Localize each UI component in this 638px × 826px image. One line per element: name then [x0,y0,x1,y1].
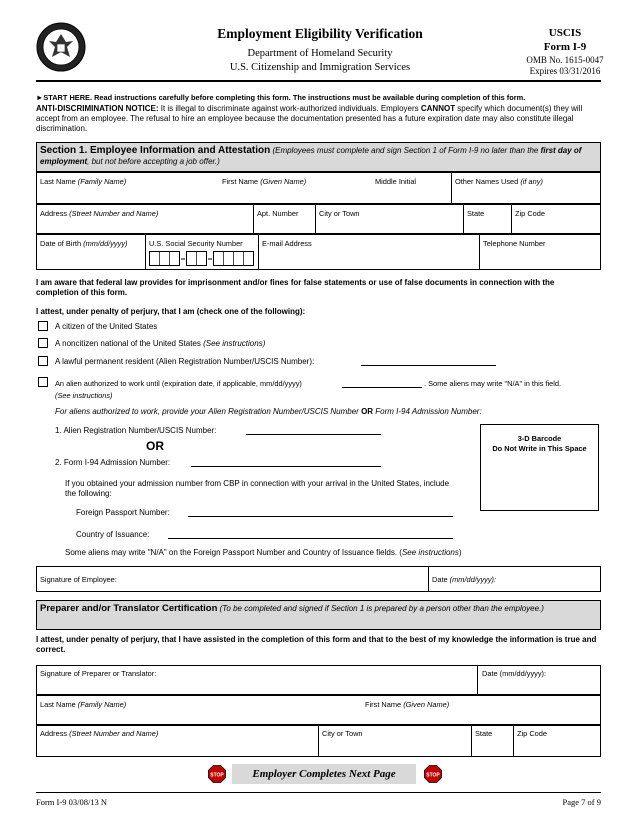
section1-note-1: (Employees must complete and sign Section 1 of Form I-9 no later than the [270,146,541,155]
preparer-first-name-field[interactable]: First Name (Given Name) [365,700,450,709]
dob-label: Date of Birth (mm/dd/yyyy) [40,239,128,248]
last-name-label: Last Name (Family Name) [40,177,127,186]
alien-registration-field[interactable] [246,434,381,435]
form-number: Form I-9 [543,41,587,53]
i94-number-label: 2. Form I-94 Admission Number: [55,458,171,467]
header-divider [36,80,601,82]
i94-number-field[interactable] [191,466,381,467]
anti-discrimination-text-1: It is illegal to discriminate against work-authorized individuals. Employers [158,104,421,113]
alien-provide-number-text: For aliens authorized to work, provide your Alien Registration Number/USCIS Number OR Form I-94 Admission Number: [55,407,482,416]
preparer-city-field[interactable]: City or Town [322,729,363,738]
dob-row-divider-1 [145,234,146,270]
preparer-signature-field[interactable]: Signature of Preparer or Translator: [40,669,157,678]
page-number: Page 7 of 9 [562,797,601,807]
ssn-label: U.S. Social Security Number [149,239,243,248]
dob-row-divider-3 [479,234,480,270]
employee-signature-divider [428,566,429,592]
section1-note-2: , but not before accepting a job offer.) [87,157,220,166]
section1-note-bold: first day of employment [40,146,582,166]
stop-sign-icon [424,765,442,783]
citizen-label: A citizen of the United States [55,322,158,331]
agency-name: U.S. Citizenship and Immigration Services [229,62,411,73]
preparer-date-field[interactable]: Date (mm/dd/yyyy): [482,669,547,678]
preparer-attestation: I attest, under penalty of perjury, that I have assisted in the completion of this form and that to the best of my knowledge the information is true and correct. [36,635,597,654]
omb-number: OMB No. 1615-0047 [526,55,604,65]
permanent-resident-checkbox[interactable] [38,356,48,366]
preparer-signature-divider [477,665,478,695]
section1-heading [40,145,598,167]
department-name: Department of Homeland Security [247,48,393,59]
form-id: Form I-9 03/08/13 N [36,797,108,807]
section1-title: Section 1. Employee Information and Attestation [40,145,271,156]
passport-label: Foreign Passport Number: [76,508,170,517]
employee-date-field[interactable]: Date (mm/dd/yyyy): [432,575,497,584]
permanent-resident-number-field[interactable] [361,365,496,366]
ssn-boxes[interactable] [149,251,257,267]
dhs-seal-icon [36,22,86,72]
middle-initial-label: Middle Initial [375,177,417,186]
passport-number-field[interactable] [188,516,453,517]
anti-discrimination-notice [36,104,601,134]
country-label: Country of Issuance: [76,530,150,539]
preparer-address-divider-3 [513,725,514,757]
svg-text:STOP: STOP [426,772,440,779]
address-label: Address (Street Number and Name) [40,209,159,218]
address-row-divider-1 [253,204,254,234]
alien-authorized-checkbox[interactable] [38,377,48,387]
alien-expiration-field[interactable] [342,387,422,388]
country-of-issuance-field[interactable] [168,538,453,539]
footer-divider [36,792,601,793]
noncitizen-national-checkbox[interactable] [38,338,48,348]
barcode-note: Do Not Write in This Space [492,444,587,453]
form-title: Employment Eligibility Verification [217,26,423,41]
employer-next-page-banner: Employer Completes Next Page [232,764,416,784]
preparer-state-field[interactable]: State [475,729,493,738]
address-row-divider-3 [463,204,464,234]
city-label: City or Town [319,209,360,218]
permanent-resident-label: A lawful permanent resident (Alien Registration Number/USCIS Number): [55,357,315,366]
first-name-label: First Name (Given Name) [222,177,307,186]
preparer-zip-field[interactable]: Zip Code [517,729,547,738]
zip-label: Zip Code [515,209,545,218]
citizen-checkbox[interactable] [38,321,48,331]
preparer-address-divider-2 [471,725,472,757]
see-instructions-note: (See instructions) [55,391,113,400]
barcode-label: 3-D Barcode [517,434,562,443]
alien-authorized-label: An alien authorized to work until (expiration date, if applicable, mm/dd/yyyy) [55,379,302,388]
preparer-heading [40,603,598,614]
anti-discrimination-text-2: specify which document(s) they will accept from an employee. The refusal to hire an employee because the documentation presented has a future expiration date may also constitute illegal discrimination. [36,104,583,133]
stop-sign-icon [208,765,226,783]
dob-row-divider-2 [258,234,259,270]
noncitizen-national-label: A noncitizen national of the United States (See instructions) [55,339,266,348]
apt-number-label: Apt. Number [257,209,299,218]
email-label: E-mail Address [262,239,312,248]
preparer-address-field[interactable]: Address (Street Number and Name) [40,729,159,738]
expiration-date: Expires 03/31/2016 [529,66,601,76]
start-here-notice: ►START HERE. Read instructions carefully before completing this form. The instructions must be available during completion of this form. [36,93,526,102]
alien-registration-label: 1. Alien Registration Number/USCIS Number: [55,426,217,435]
preparer-note: (To be completed and signed if Section 1 is prepared by a person other than the employee.) [217,604,544,613]
preparer-address-divider-1 [318,725,319,757]
preparer-title: Preparer and/or Translator Certification [40,603,218,614]
anti-discrimination-label: ANTI-DISCRIMINATION NOTICE: [36,104,159,113]
state-label: State [467,209,485,218]
attestation-statement: I attest, under penalty of perjury, that I am (check one of the following): [36,307,306,316]
svg-text:STOP: STOP [210,772,224,779]
cbp-instructions: If you obtained your admission number from CBP in connection with your arrival in the United States, include the following: [65,479,450,498]
alien-na-note: . Some aliens may write "N/A" in this field. [424,379,562,388]
phone-label: Telephone Number [483,239,546,248]
employee-signature-field[interactable]: Signature of Employee: [40,575,117,584]
preparer-last-name-field[interactable]: Last Name (Family Name) [40,700,127,709]
address-row-divider-4 [511,204,512,234]
other-names-label: Other Names Used (if any) [455,177,543,186]
employee-signature-row [36,566,601,592]
address-row-divider-2 [315,204,316,234]
awareness-statement: I am aware that federal law provides for imprisonment and/or fines for false statements or use of false documents in connection with the completion of this form. [36,278,555,297]
anti-discrimination-cannot: CANNOT [420,104,456,113]
uscis-label: USCIS [548,27,582,39]
or-divider: OR [146,439,164,453]
na-passport-note: Some aliens may write "N/A" on the Foreign Passport Number and Country of Issuance fields. (See instructions) [65,548,462,557]
name-row-divider [451,172,452,204]
